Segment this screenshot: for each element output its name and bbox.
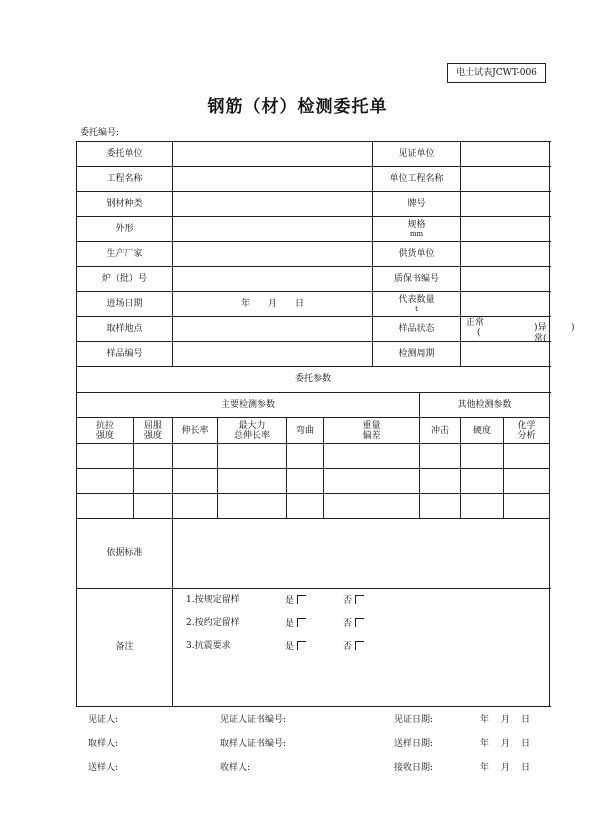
param-col-hardness: 硬度 xyxy=(461,418,504,444)
witness-date-month: 月 xyxy=(501,715,511,725)
receive-date-month: 月 xyxy=(501,763,511,773)
yes-checkbox[interactable] xyxy=(297,641,306,650)
sample-no-value[interactable] xyxy=(173,342,373,367)
project-value[interactable] xyxy=(173,167,373,192)
test-period-value[interactable] xyxy=(461,342,550,367)
spec-label-cell xyxy=(373,217,461,242)
param-col-weight-deviation: 重量 偏差 xyxy=(324,418,420,444)
manufacturer-label: 生产厂家 xyxy=(77,242,173,267)
state-normal-paren-open: ( xyxy=(477,328,481,338)
sampler-label: 取样人: xyxy=(88,739,119,749)
entry-date-label: 进场日期 xyxy=(77,292,173,317)
sample-state-label: 样品状态 xyxy=(373,317,461,342)
quantity-unit: t xyxy=(415,305,418,313)
note-item xyxy=(173,589,549,612)
project-label: 工程名称 xyxy=(77,167,173,192)
note-item-text: 2.按约定留样 xyxy=(186,618,240,628)
note-yes-option[interactable]: 是 xyxy=(285,595,306,607)
entry-date-day: 日 xyxy=(295,298,305,309)
note-no-option[interactable]: 否 xyxy=(343,595,364,607)
note-item xyxy=(173,612,549,635)
receive-date-day: 日 xyxy=(521,763,531,773)
param-col-tensile: 抗拉 强度 xyxy=(77,418,134,444)
sampling-place-label: 取样地点 xyxy=(77,317,173,342)
param-value-row xyxy=(77,494,550,519)
note-no-option[interactable]: 否 xyxy=(343,641,364,653)
basis-value[interactable] xyxy=(173,519,550,589)
param-col-chemical: 化学 分析 xyxy=(504,418,550,444)
send-date-year: 年 xyxy=(480,739,490,749)
quantity-label: 代表数量 xyxy=(398,295,435,305)
serial-label: 委托编号: xyxy=(80,128,120,138)
send-date-day: 日 xyxy=(521,739,531,749)
state-close-paren: ) xyxy=(571,323,575,333)
params-section-label: 委托参数 xyxy=(77,367,550,393)
state-abnormal-label: )异常( xyxy=(534,323,547,344)
client-value[interactable] xyxy=(173,142,373,167)
witness-label: 见证人: xyxy=(88,715,119,725)
state-normal-label: 正常 xyxy=(466,318,485,328)
receive-date-year: 年 xyxy=(480,763,490,773)
note-no-option[interactable]: 否 xyxy=(343,618,364,630)
supplier-label: 供货单位 xyxy=(373,242,461,267)
witness-unit-label: 见证单位 xyxy=(373,142,461,167)
no-checkbox[interactable] xyxy=(355,618,364,627)
client-label: 委托单位 xyxy=(77,142,173,167)
param-col-yield: 屈服 强度 xyxy=(134,418,173,444)
main-params-label: 主要检测参数 xyxy=(77,393,420,418)
manufacturer-value[interactable] xyxy=(173,242,373,267)
param-col-elongation: 伸长率 xyxy=(173,418,218,444)
param-col-impact: 冲击 xyxy=(420,418,461,444)
spec-label: 规格 xyxy=(407,220,426,230)
grade-label: 牌号 xyxy=(373,192,461,217)
param-col-bend: 弯曲 xyxy=(287,418,324,444)
send-date-month: 月 xyxy=(501,739,511,749)
witness-unit-value[interactable] xyxy=(461,142,550,167)
quantity-value[interactable] xyxy=(461,292,550,317)
supplier-value[interactable] xyxy=(461,242,550,267)
entry-date-month: 月 xyxy=(268,298,278,309)
param-header-row xyxy=(77,418,550,444)
notes-cell xyxy=(173,589,550,707)
appearance-label: 外形 xyxy=(77,217,173,242)
warranty-label: 质保书编号 xyxy=(373,267,461,292)
no-checkbox[interactable] xyxy=(355,641,364,650)
sampler-cert-label: 取样人证书编号: xyxy=(220,739,287,749)
note-yes-option[interactable]: 是 xyxy=(285,618,306,630)
param-value-row xyxy=(77,469,550,494)
spec-unit: mm xyxy=(409,230,424,238)
no-checkbox[interactable] xyxy=(355,595,364,604)
note-item-text: 3.抗震要求 xyxy=(186,641,231,651)
other-params-label: 其他检测参数 xyxy=(420,393,550,418)
form-code: 电土试表JCWT-006 xyxy=(447,63,546,83)
witness-date-year: 年 xyxy=(480,715,490,725)
note-item-text: 1.按规定留样 xyxy=(186,595,240,605)
unit-project-label: 单位工程名称 xyxy=(373,167,461,192)
grade-value[interactable] xyxy=(461,192,550,217)
note-yes-option[interactable]: 是 xyxy=(285,641,306,653)
sender-label: 送样人: xyxy=(88,763,119,773)
page-title: 钢筋（材）检测委托单 xyxy=(207,97,388,117)
steel-type-value[interactable] xyxy=(173,192,373,217)
test-period-label: 检测周期 xyxy=(373,342,461,367)
send-date-label: 送样日期: xyxy=(394,739,434,749)
batch-label: 炉（批）号 xyxy=(77,267,173,292)
batch-value[interactable] xyxy=(173,267,373,292)
notes-label: 备注 xyxy=(77,589,173,707)
yes-checkbox[interactable] xyxy=(297,595,306,604)
unit-project-value[interactable] xyxy=(461,167,550,192)
appearance-value[interactable] xyxy=(173,217,373,242)
sample-state-options xyxy=(461,317,575,344)
entry-date-value[interactable] xyxy=(173,292,373,317)
receiver-label: 收样人: xyxy=(220,763,251,773)
witness-date-label: 见证日期: xyxy=(394,715,434,725)
steel-type-label: 钢材种类 xyxy=(77,192,173,217)
yes-checkbox[interactable] xyxy=(297,618,306,627)
note-item xyxy=(173,635,549,658)
basis-label: 依据标准 xyxy=(77,519,173,589)
entry-date-year: 年 xyxy=(240,298,250,309)
receive-date-label: 接收日期: xyxy=(394,763,434,773)
param-col-total-elongation: 最大力 总伸长率 xyxy=(218,418,287,444)
sample-state-value[interactable] xyxy=(461,317,575,344)
warranty-value[interactable] xyxy=(461,267,550,292)
witness-cert-label: 见证人证书编号: xyxy=(220,715,287,725)
quantity-label-cell xyxy=(373,292,461,317)
spec-value[interactable] xyxy=(461,217,550,242)
sample-no-label: 样品编号 xyxy=(77,342,173,367)
param-value-row xyxy=(77,444,550,469)
witness-date-day: 日 xyxy=(521,715,531,725)
sampling-place-value[interactable] xyxy=(173,317,373,342)
entrust-form-table xyxy=(76,141,575,707)
